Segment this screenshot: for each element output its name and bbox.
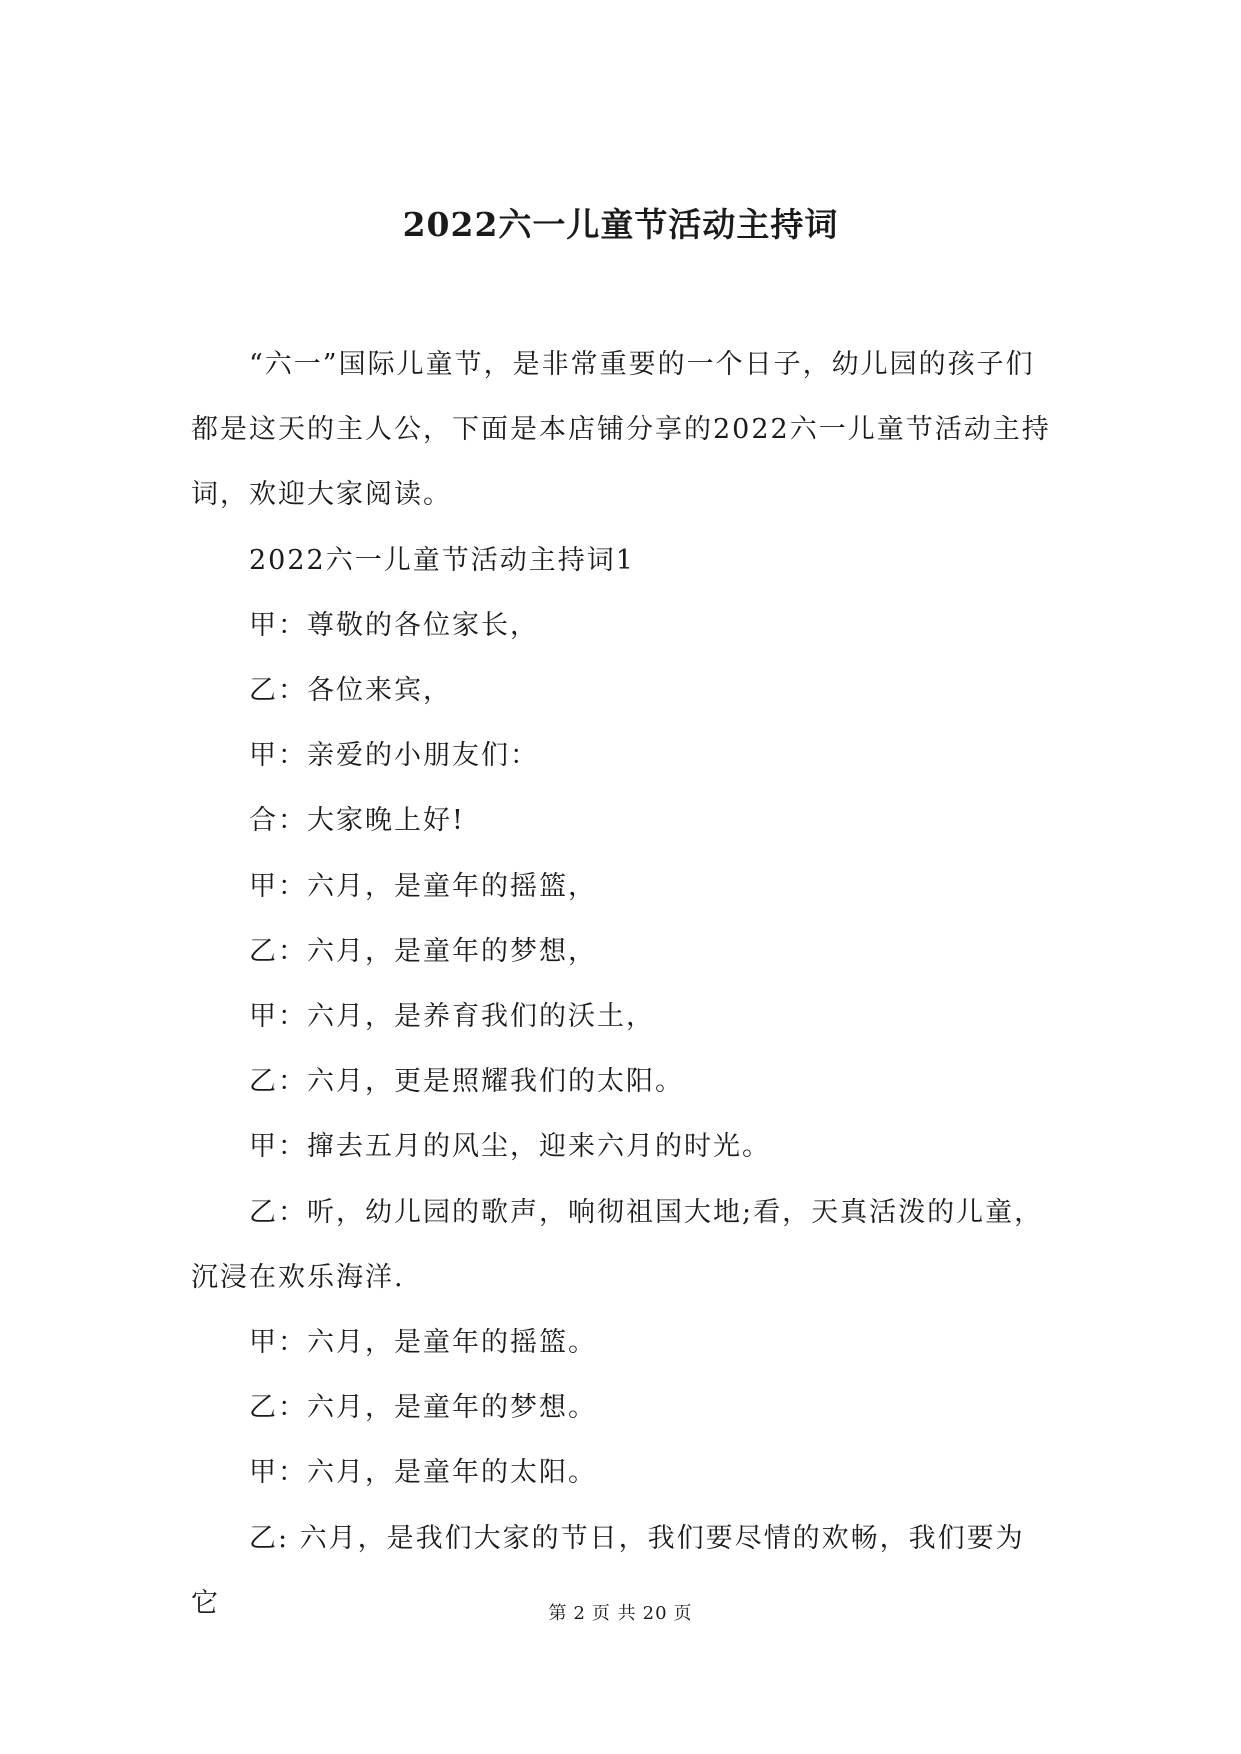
dialogue-line: 甲：六月，是养育我们的沃土，	[249, 1001, 655, 1033]
dialogue-line: 甲：六月，是童年的摇篮，	[249, 870, 597, 902]
dialogue-line: 甲：尊敬的各位家长，	[249, 609, 539, 641]
dialogue-line: 甲：撺去五月的风尘，迎来六月的时光。	[249, 1131, 771, 1163]
dialogue-line: 乙：六月，是童年的梦想。	[249, 1392, 597, 1424]
footer-current-page: 2	[573, 1603, 586, 1624]
document-body	[191, 332, 1051, 1636]
dialogue-line: 合：大家晚上好!	[249, 805, 465, 837]
dialogue-line: 甲：六月，是童年的摇篮。	[249, 1327, 597, 1359]
dialogue-line: 乙：听，幼儿园的歌声，响彻祖国大地;看，天真活泼的儿童，沉浸在欢乐海洋.	[191, 1196, 1044, 1293]
document-title: 2022六一儿童节活动主持词	[402, 205, 839, 244]
dialogue-line: 甲：六月，是童年的太阳。	[249, 1457, 597, 1489]
page-footer	[0, 1600, 1241, 1628]
footer-prefix: 第	[548, 1603, 568, 1624]
dialogue-line: 乙：六月，是童年的梦想，	[249, 935, 597, 967]
section-heading: 2022六一儿童节活动主持词1	[249, 544, 635, 576]
dialogue-line: 乙：各位来宾，	[249, 675, 452, 707]
footer-middle: 页 共	[591, 1603, 637, 1624]
dialogue-line: 甲：亲爱的小朋友们：	[249, 740, 539, 772]
dialogue-line: 乙：六月，更是照耀我们的太阳。	[249, 1066, 684, 1098]
footer-total-pages: 20	[642, 1603, 668, 1624]
intro-paragraph: “六一”国际儿童节，是非常重要的一个日子，幼儿园的孩子们都是这天的主人公，下面是本店铺分享的2022六一儿童节活动主持词，欢迎大家阅读。	[191, 349, 1051, 511]
footer-suffix: 页	[673, 1603, 693, 1624]
dialogue-line: 乙: 六月，是我们大家的节日，我们要尽情的欢畅，我们要为它	[191, 1522, 1025, 1619]
